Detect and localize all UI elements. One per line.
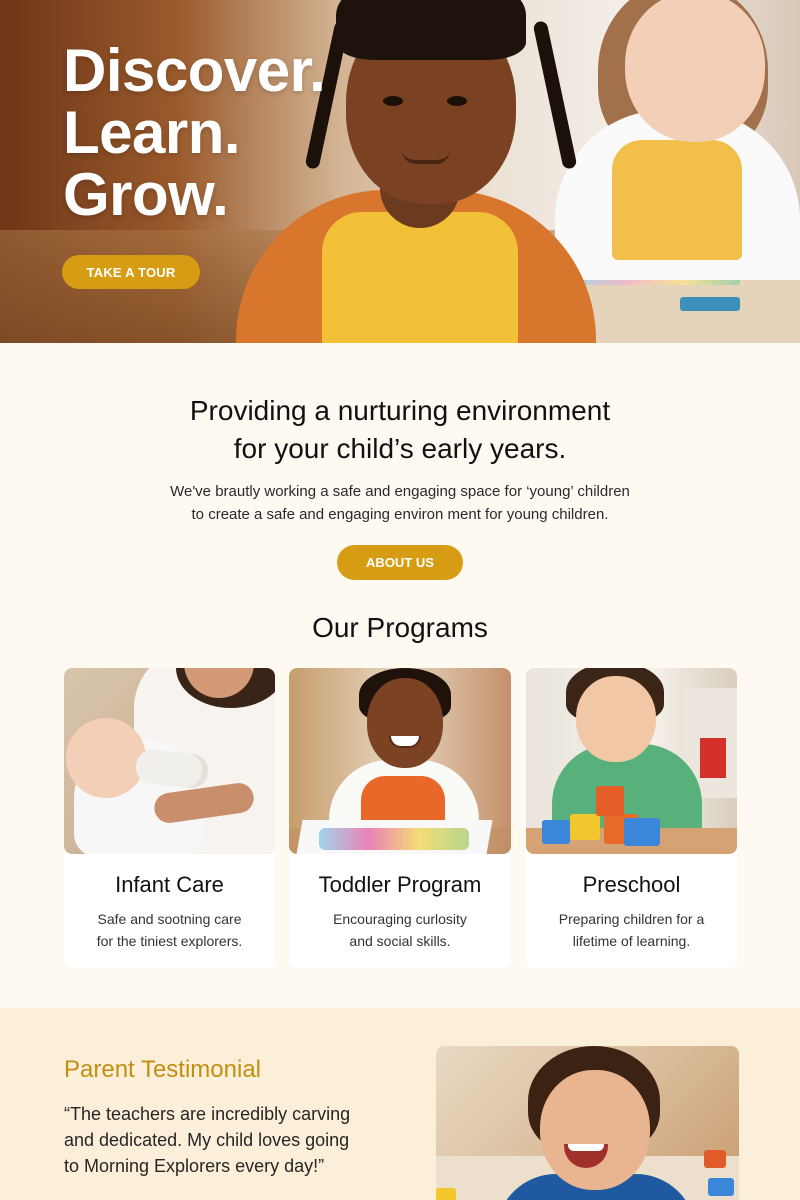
- hero-child-braid-right: [533, 20, 578, 170]
- infant-photo-baby-head: [66, 718, 146, 798]
- program-description: [526, 908, 737, 952]
- program-description-line: and social skills.: [349, 933, 451, 949]
- program-description-line: Encouraging curlosity: [333, 911, 467, 927]
- programs-heading: Our Programs: [312, 612, 488, 643]
- testimonial-quote-line: “The teachers are incredibly carving: [64, 1104, 351, 1124]
- hero-banner: [0, 0, 800, 343]
- program-title: Toddler Program: [318, 872, 482, 897]
- toddler-program-photo: [289, 668, 511, 854]
- hero-title: [63, 37, 326, 228]
- hero-child-secondary-apron: [612, 140, 742, 260]
- hero-title-line: Grow.: [63, 161, 229, 228]
- building-block-icon: [570, 814, 600, 840]
- intro-heading: [0, 392, 800, 468]
- testimonial-photo-face: [540, 1070, 650, 1190]
- building-block-icon: [542, 820, 570, 844]
- program-card-toddler-program[interactable]: [289, 668, 511, 968]
- preschool-photo-face: [576, 676, 656, 762]
- program-title: Infant Care: [115, 872, 224, 897]
- program-description: [64, 908, 275, 952]
- hero-child-eye-right: [447, 96, 467, 106]
- hero-child-secondary-face: [625, 0, 765, 142]
- intro-heading-line: for your child’s early years.: [233, 433, 567, 464]
- about-us-button[interactable]: ABOUT US: [337, 545, 463, 580]
- toy-block-icon: [708, 1178, 734, 1196]
- intro-body: [0, 480, 800, 526]
- building-block-icon: [624, 818, 660, 846]
- hero-child-main-hair: [336, 0, 526, 60]
- toy-block-icon: [704, 1150, 726, 1168]
- preschool-photo: [526, 668, 737, 854]
- testimonial-quote-line: to Morning Explorers every day!”: [64, 1156, 325, 1176]
- intro-body-line: to create a safe and engaging environ ment for young children.: [191, 506, 609, 523]
- hero-child-eye-left: [383, 96, 403, 106]
- testimonial-heading: Parent Testimonial: [64, 1056, 261, 1083]
- program-description-line: lifetime of learning.: [572, 933, 691, 949]
- paint-icon: [319, 828, 469, 850]
- testimonial-quote: [64, 1101, 350, 1179]
- hero-title-line: Discover.: [63, 37, 326, 104]
- hero-child-main-apron: [322, 212, 518, 343]
- hero-title-line: Learn.: [63, 99, 241, 166]
- testimonial-child-photo: [436, 1046, 739, 1200]
- hero-child-smile: [402, 150, 450, 164]
- program-description-line: Preparing children for a: [558, 911, 705, 927]
- toddler-photo-face: [367, 678, 443, 768]
- toy-block-icon: [436, 1188, 456, 1200]
- program-description: [289, 908, 511, 952]
- program-card-preschool[interactable]: [526, 668, 737, 968]
- building-block-icon: [596, 786, 624, 816]
- testimonial-quote-line: and dedicated. My child loves going: [64, 1130, 350, 1150]
- program-card-infant-care[interactable]: [64, 668, 275, 968]
- take-a-tour-button[interactable]: TAKE A TOUR: [62, 255, 200, 289]
- program-title: Preschool: [582, 872, 681, 897]
- intro-heading-line: Providing a nurturing environment: [189, 395, 611, 426]
- program-description-line: Safe and sootning care: [97, 911, 242, 927]
- program-description-line: for the tiniest explorers.: [96, 933, 243, 949]
- infant-care-photo: [64, 668, 275, 854]
- intro-body-line: We've brautly working a safe and engaging space for ‘young’ children: [170, 483, 630, 500]
